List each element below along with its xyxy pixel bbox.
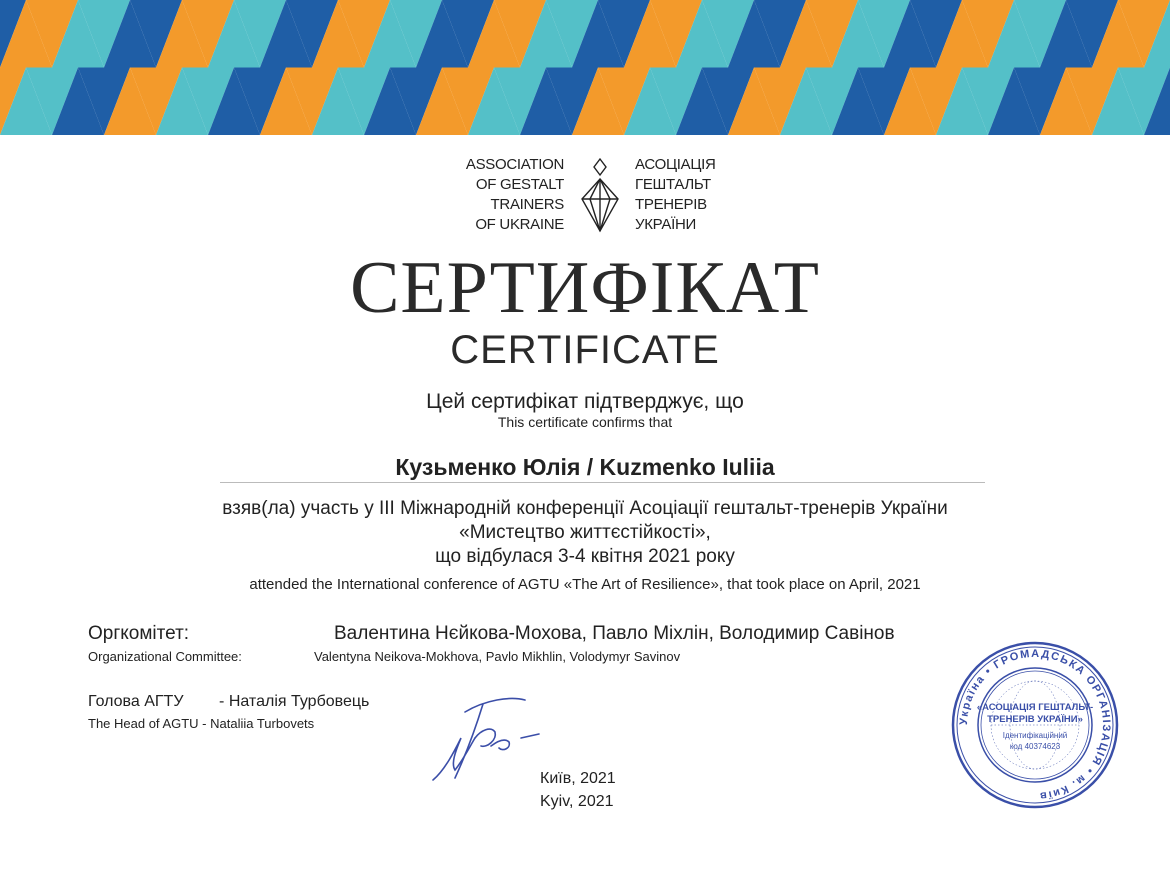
stamp-inner-line-1: «АСОЦІАЦІЯ ГЕШТАЛЬТ- <box>976 702 1094 713</box>
official-stamp <box>950 640 1120 810</box>
participation-line-3: що відбулася 3-4 квітня 2021 року <box>435 546 735 567</box>
committee-label-ua: Оргкомітет: <box>88 623 190 644</box>
participation-line-2: «Мистецтво життєстійкості», <box>459 522 711 543</box>
certificate-title-ua: СЕРТИФІКАТ <box>350 247 820 329</box>
handwritten-signature <box>425 690 555 785</box>
certificate-title-en: CERTIFICATE <box>450 328 720 372</box>
head-of-agtu-en: The Head of AGTU - Nataliia Turbovets <box>88 716 315 731</box>
stamp-inner-line-2: ТРЕНЕРІВ УКРАЇНИ» <box>987 714 1083 725</box>
crystal-diamond-icon <box>570 155 630 235</box>
committee-label-en: Organizational Committee: <box>88 649 242 664</box>
participation-line-1: взяв(ла) участь у III Міжнародній конференції Асоціації гештальт-тренерів України <box>222 498 948 519</box>
committee-names-ua: Валентина Нєйкова-Мохова, Павло Міхлін, Володимир Савінов <box>334 623 895 644</box>
place-year-ua: Київ, 2021 <box>540 770 616 787</box>
place-year-en: Kyiv, 2021 <box>540 793 614 810</box>
logo-name-en: ASSOCIATION OF GESTALT TRAINERS OF UKRAINE <box>465 156 564 233</box>
confirm-text-ua: Цей сертифікат підтверджує, що <box>426 390 744 413</box>
stamp-inner-line-3: Ідентифікаційний <box>1002 731 1068 740</box>
committee-names-en: Valentyna Neikova-Mokhova, Pavlo Mikhlin, Volodymyr Savinov <box>314 649 681 664</box>
confirm-text-en: This certificate confirms that <box>497 414 673 430</box>
head-of-agtu-ua: Голова АГТУ - Наталія Турбовець <box>88 693 370 710</box>
name-underline <box>220 482 985 483</box>
recipient-name: Кузьменко Юлія / Kuzmenko Iuliia <box>395 454 775 480</box>
participation-text-en: attended the International conference of AGTU «The Art of Resilience», that took place on April, 2021 <box>249 576 921 593</box>
stamp-outer-text: Україна • ГРОМАДСЬКА ОРГАНІЗАЦІЯ • м. Київ <box>957 647 1113 802</box>
stamp-inner-line-4: код 40374623 <box>1009 742 1061 751</box>
decorative-triangle-banner <box>0 0 1170 135</box>
association-logo <box>0 155 1170 240</box>
participation-text-ua <box>0 497 1170 569</box>
logo-name-ua: АСОЦІАЦІЯ ГЕШТАЛЬТ ТРЕНЕРІВ УКРАЇНИ <box>635 156 716 233</box>
